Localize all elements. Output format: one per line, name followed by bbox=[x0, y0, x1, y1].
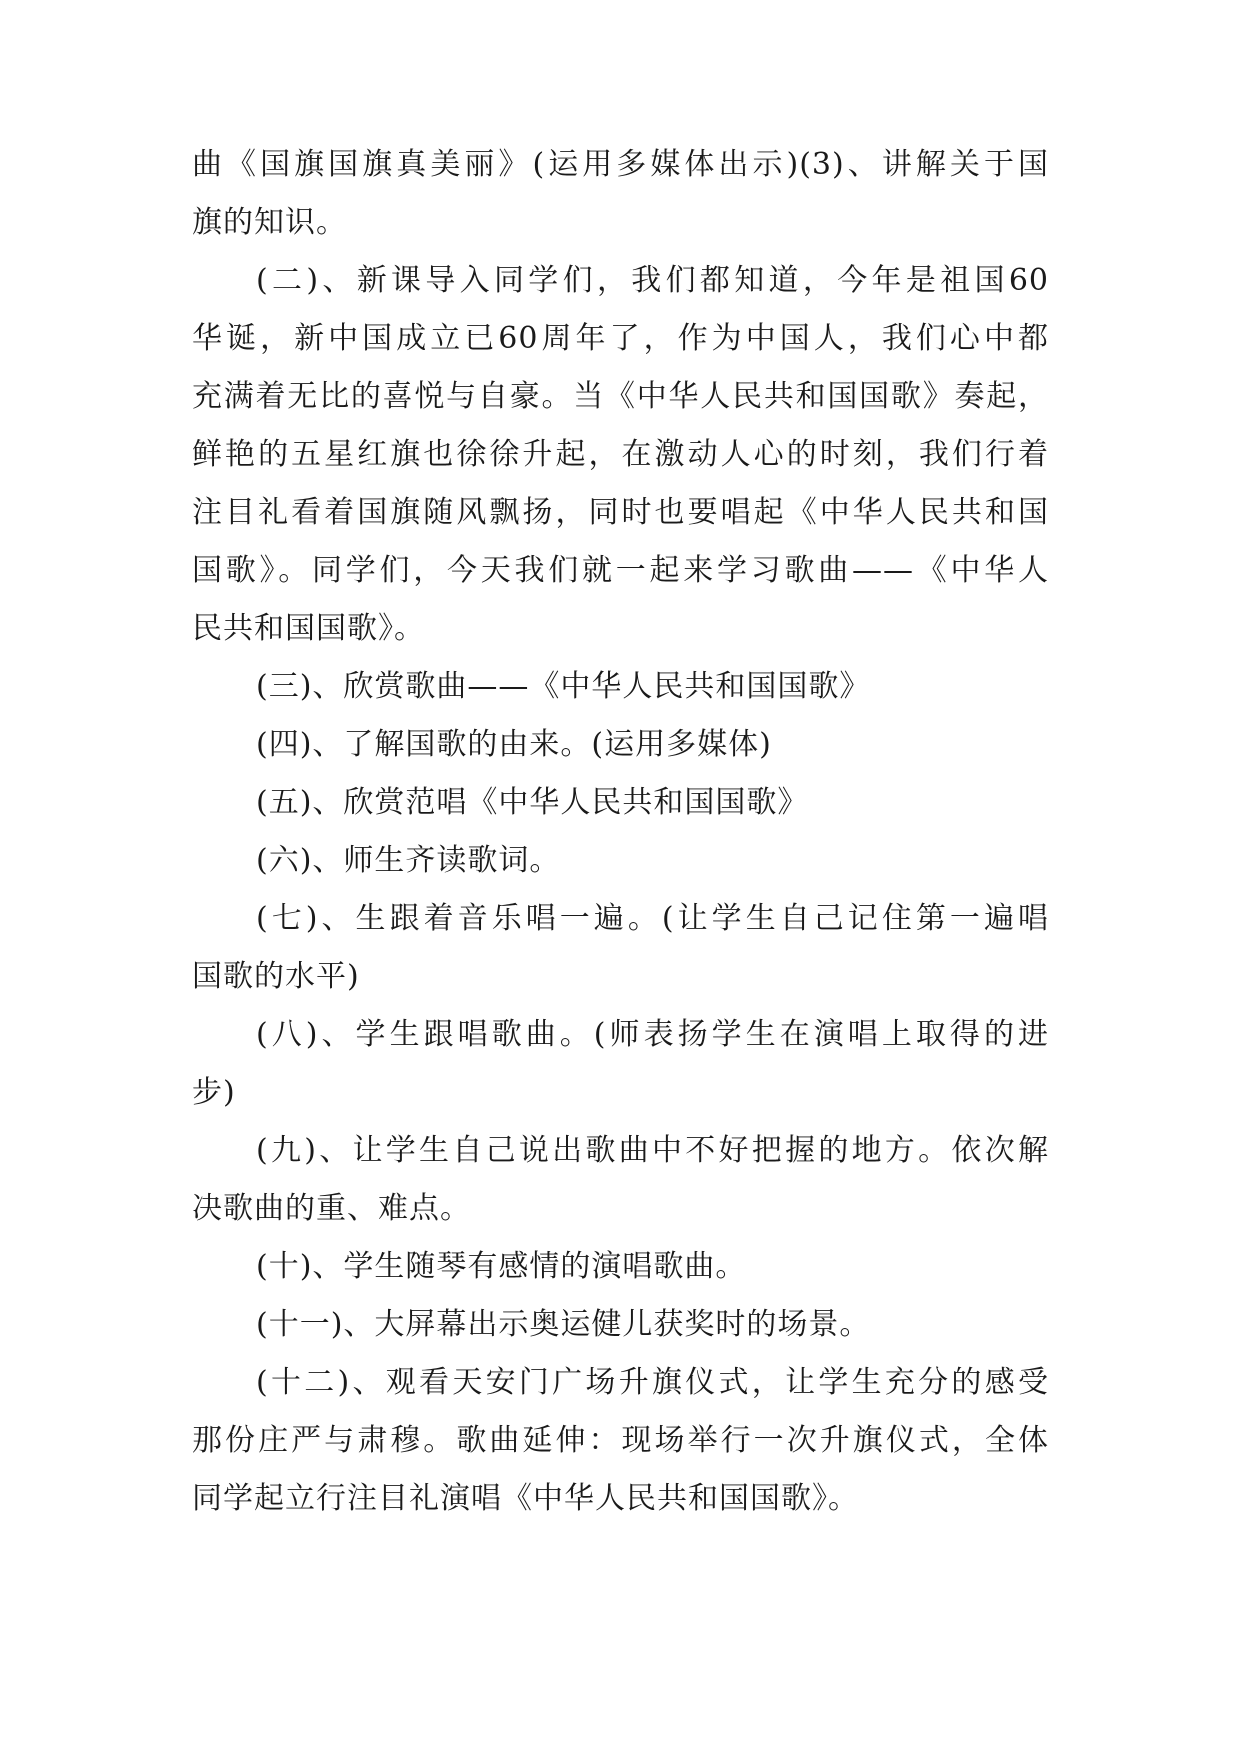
paragraph-line: 国歌》。同学们，今天我们就一起来学习歌曲——《中华人 bbox=[192, 553, 1049, 588]
paragraph-line: (九)、让学生自己说出歌曲中不好把握的地方。依次解 bbox=[256, 1133, 1049, 1168]
paragraph-line: (十二)、观看天安门广场升旗仪式，让学生充分的感受 bbox=[256, 1365, 1049, 1400]
paragraph-line: 旗的知识。 bbox=[192, 205, 347, 240]
paragraph-line: 华诞，新中国成立已60周年了，作为中国人，我们心中都 bbox=[192, 321, 1049, 356]
paragraph-line: 同学起立行注目礼演唱《中华人民共和国国歌》。 bbox=[192, 1481, 859, 1516]
paragraph-line: 民共和国国歌》。 bbox=[192, 611, 425, 646]
paragraph-line: (十一)、大屏幕出示奥运健儿获奖时的场景。 bbox=[256, 1307, 871, 1342]
paragraph-line: (五)、欣赏范唱《中华人民共和国国歌》 bbox=[256, 785, 809, 820]
paragraph-line: (八)、学生跟唱歌曲。(师表扬学生在演唱上取得的进 bbox=[256, 1017, 1049, 1052]
paragraph-line: (四)、了解国歌的由来。(运用多媒体) bbox=[256, 727, 772, 762]
paragraph-line: 那份庄严与肃穆。歌曲延伸：现场举行一次升旗仪式，全体 bbox=[192, 1423, 1049, 1458]
paragraph-line: (十)、学生随琴有感情的演唱歌曲。 bbox=[256, 1249, 747, 1284]
paragraph-line: (六)、师生齐读歌词。 bbox=[256, 843, 561, 878]
paragraph-line: (二)、新课导入同学们，我们都知道，今年是祖国60 bbox=[256, 263, 1049, 298]
paragraph-line: 国歌的水平) bbox=[192, 959, 360, 994]
paragraph-line: 充满着无比的喜悦与自豪。当《中华人民共和国国歌》奏起， bbox=[192, 379, 1049, 414]
paragraph-line: 鲜艳的五星红旗也徐徐升起，在激动人心的时刻，我们行着 bbox=[192, 437, 1049, 472]
paragraph-line: 决歌曲的重、难点。 bbox=[192, 1191, 471, 1226]
paragraph-line: 注目礼看着国旗随风飘扬，同时也要唱起《中华人民共和国 bbox=[192, 495, 1049, 530]
paragraph-line: (三)、欣赏歌曲——《中华人民共和国国歌》 bbox=[256, 669, 871, 704]
paragraph-line: 曲《国旗国旗真美丽》(运用多媒体出示)(3)、讲解关于国 bbox=[192, 147, 1049, 182]
paragraph-line: 步) bbox=[192, 1075, 236, 1110]
paragraph-line: (七)、生跟着音乐唱一遍。(让学生自己记住第一遍唱 bbox=[256, 901, 1049, 936]
